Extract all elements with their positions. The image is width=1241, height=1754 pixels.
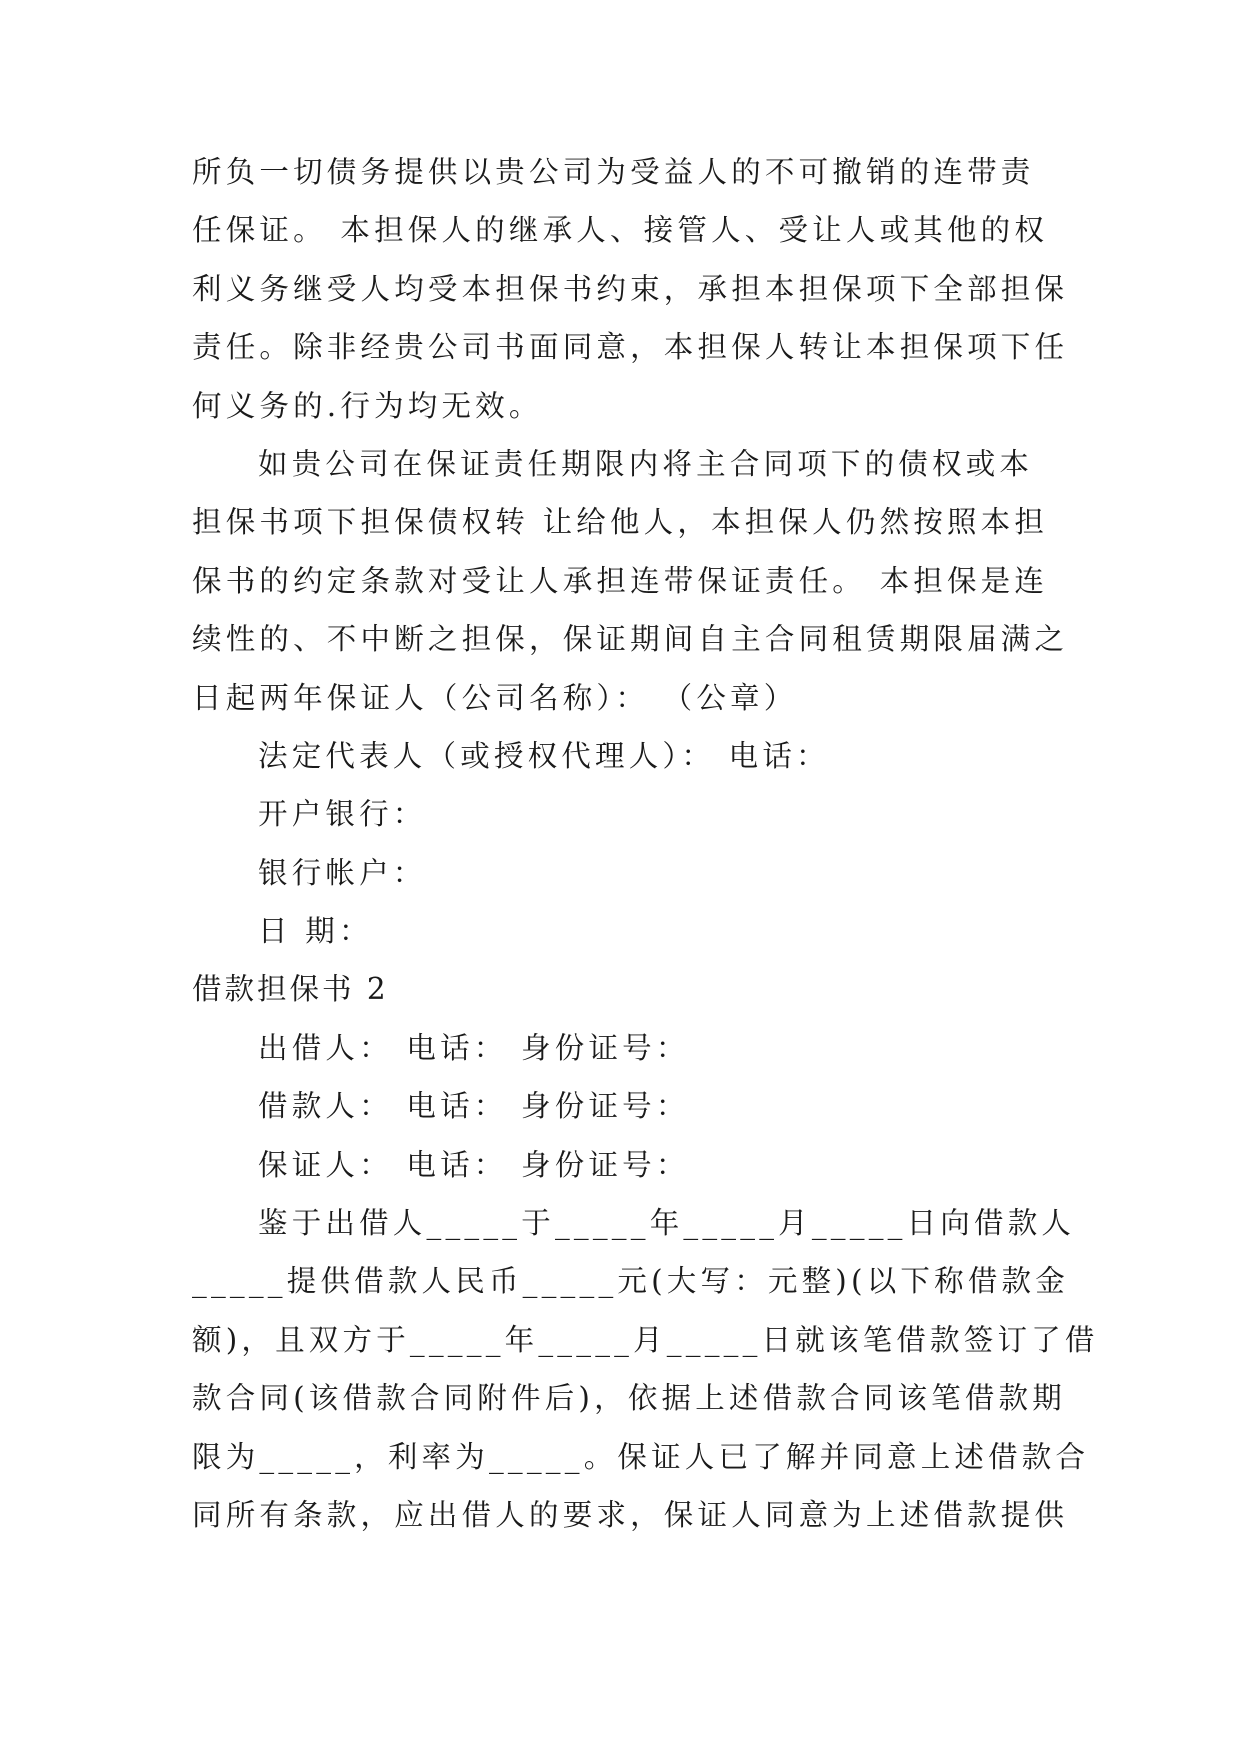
date-field: 日 期：: [258, 914, 373, 949]
paragraph-line: 利义务继受人均受本担保书约束，承担本担保项下全部担保: [192, 271, 1069, 306]
guarantor-field: 保证人： 电话： 身份证号：: [258, 1147, 690, 1182]
bank-account-field: 银行帐户：: [258, 855, 427, 890]
paragraph-line: 续性的、不中断之担保，保证期间自主合同租赁期限届满之: [192, 622, 1069, 657]
section-title: 借款担保书 2: [192, 972, 389, 1007]
borrower-field: 借款人： 电话： 身份证号：: [258, 1089, 690, 1124]
paragraph-line: 额)，且双方于_____年_____月_____日就该笔借款签订了借: [192, 1322, 1099, 1357]
legal-representative-field: 法定代表人（或授权代理人）： 电话：: [258, 738, 830, 773]
guarantor-signature-line: 日起两年保证人（公司名称）： （公章）: [192, 680, 798, 715]
paragraph-line: 所负一切债务提供以贵公司为受益人的不可撤销的连带责: [192, 155, 1035, 189]
paragraph-line: 同所有条款，应出借人的要求，保证人同意为上述借款提供: [192, 1497, 1069, 1532]
paragraph-line: 担保书项下担保债权转 让给他人，本担保人仍然按照本担: [192, 505, 1049, 540]
paragraph-line: 限为_____，利率为_____。保证人已了解并同意上述借款合: [192, 1439, 1090, 1474]
paragraph-line: 何义务的.行为均无效。: [192, 388, 543, 423]
paragraph-line: 责任。除非经贵公司书面同意，本担保人转让本担保项下任: [192, 330, 1069, 365]
paragraph-line: 款合同(该借款合同附件后)，依据上述借款合同该笔借款期: [192, 1381, 1066, 1416]
paragraph-line: _____提供借款人民币_____元(大写：元整)(以下称借款金: [192, 1264, 1069, 1299]
bank-name-field: 开户银行：: [258, 797, 427, 832]
lender-field: 出借人： 电话： 身份证号：: [258, 1030, 690, 1065]
paragraph-line: 如贵公司在保证责任期限内将主合同项下的债权或本: [258, 446, 1034, 481]
paragraph-line: 保书的约定条款对受让人承担连带保证责任。 本担保是连: [192, 563, 1049, 598]
paragraph-line: 任保证。 本担保人的继承人、接管人、受让人或其他的权: [192, 213, 1049, 248]
document-body: [192, 143, 1099, 1544]
paragraph-line: 鉴于出借人_____于_____年_____月_____日向借款人: [258, 1206, 1076, 1241]
